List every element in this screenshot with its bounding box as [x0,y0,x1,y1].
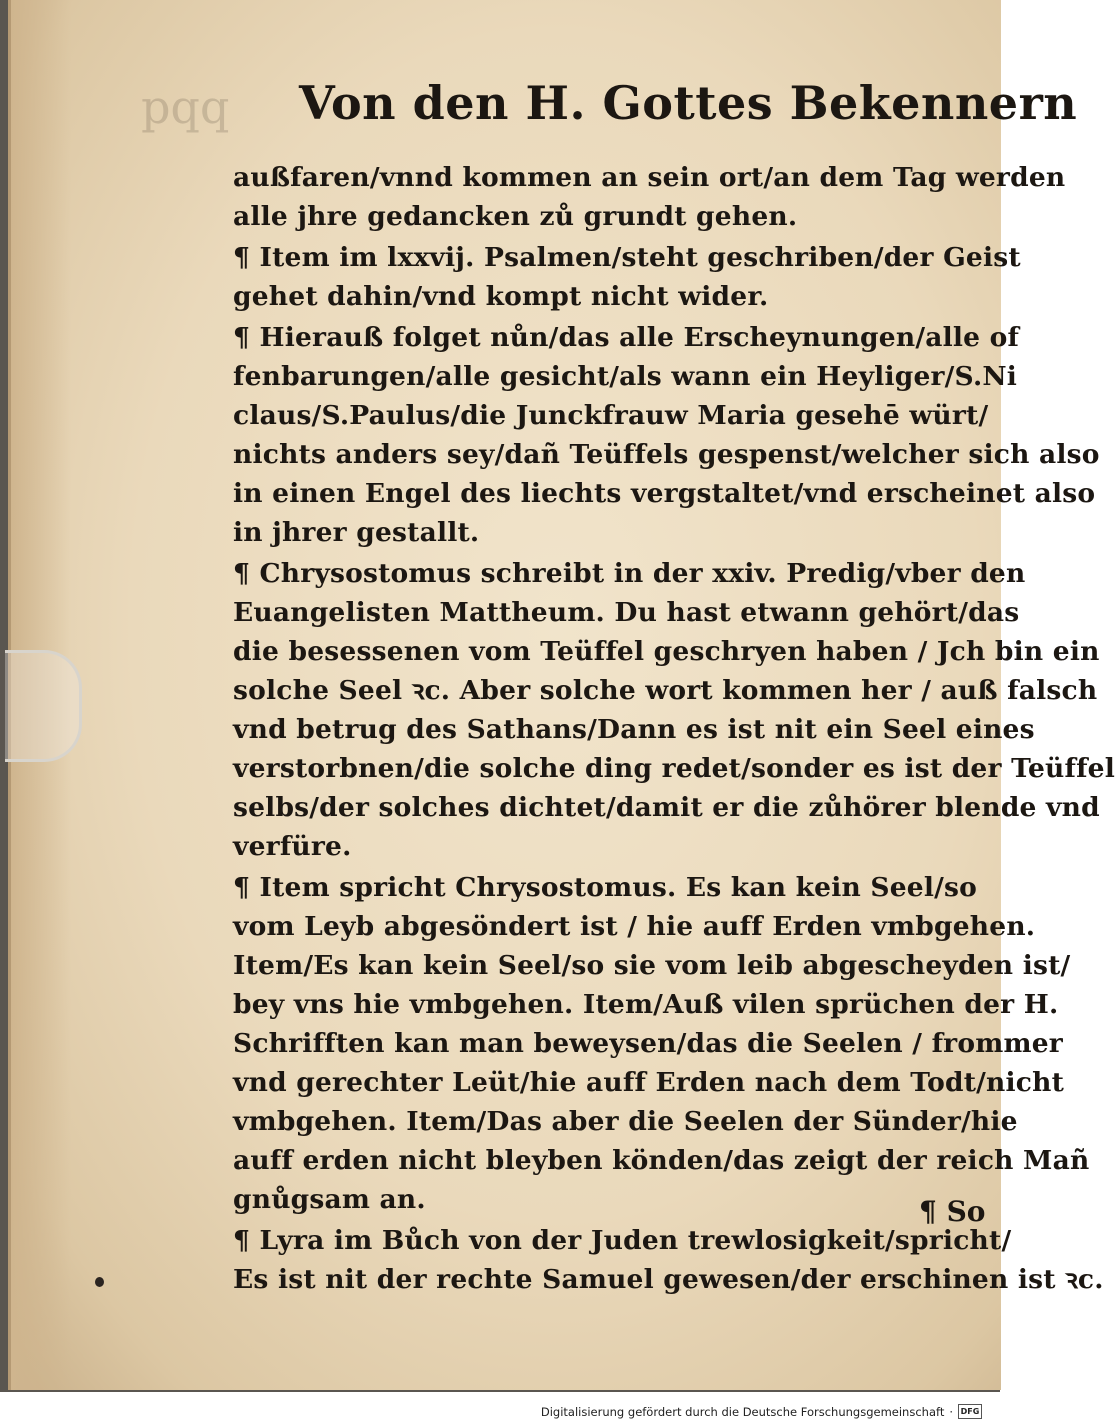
text-line: solche Seel ꝛc. Aber solche wort kommen her / auß falsch [233,675,1098,706]
text-line: Schrifften kan man beweysen/das die Seelen / frommer [233,1028,1063,1059]
text-line: ¶ Chrysostomus schreibt in der xxiv. Predig/vber den [233,558,1026,589]
text-line: gnůgsam an. [233,1184,426,1215]
text-line: ¶ Lyra im Bůch von der Juden trewlosigkeit/spricht/ [233,1225,1012,1256]
text-line: verfüre. [233,831,352,862]
book-page [8,0,1115,1390]
text-line: ¶ Item im lxxvij. Psalmen/steht geschriben/der Geist [233,242,1021,273]
dfg-logo-icon: DFG [958,1404,982,1419]
page-clip [5,650,82,762]
text-line: claus/S.Paulus/die Junckfrauw Maria gesehē würt/ [233,400,989,431]
ink-spot [95,1277,104,1287]
body-text [233,158,1115,1299]
text-line: in einen Engel des liechts vergstaltet/vnd erscheinet also [233,478,1096,509]
credit-text: Digitalisierung gefördert durch die Deutsche Forschungsgemeinschaft [540,1404,945,1419]
catchword: ¶ So [919,1195,986,1228]
text-line: auff erden nicht bleyben könden/das zeigt der reich Mañ [233,1145,1090,1176]
text-line: ¶ Hierauß folget nůn/das alle Erscheynungen/alle of [233,322,1020,353]
text-line: verstorbnen/die solche ding redet/sonder es ist der Teüffel [233,753,1115,784]
text-line: vmbgehen. Item/Das aber die Seelen der Sünder/hie [233,1106,1018,1137]
text-line: vom Leyb abgesöndert ist / hie auff Erden vmbgehen. [233,911,1036,942]
text-line: alle jhre gedancken zů grundt gehen. [233,201,798,232]
text-line: gehet dahin/vnd kompt nicht wider. [233,281,769,312]
text-line: Euangelisten Mattheum. Du hast etwann gehört/das [233,597,1020,628]
separator-dot: · [949,1404,953,1419]
text-line: vnd gerechter Leüt/hie auff Erden nach dem Todt/nicht [233,1067,1065,1098]
text-line: in jhrer gestallt. [233,517,480,548]
text-line: ¶ Item spricht Chrysostomus. Es kan kein Seel/so [233,872,977,903]
bleed-through-mark: ppq [141,80,230,134]
text-line: nichts anders sey/dañ Teüffels gespenst/welcher sich also [233,439,1100,470]
text-line: selbs/der solches dichtet/damit er die zůhörer blende vnd [233,792,1100,823]
text-line: vnd betrug des Sathans/Dann es ist nit ein Seel eines [233,714,1035,745]
text-line: die besessenen vom Teüffel geschryen haben / Jch bin ein [233,636,1100,667]
running-header: Von den H. Gottes Bekennern [299,76,1078,130]
text-line: Item/Es kan kein Seel/so sie vom leib abgescheyden ist/ [233,950,1071,981]
text-line: fenbarungen/alle gesicht/als wann ein Heyliger/S.Ni [233,361,1018,392]
text-line: Es ist nit der rechte Samuel gewesen/der erschinen ist ꝛc. [233,1264,1104,1295]
text-line: außfaren/vnnd kommen an sein ort/an dem Tag werden [233,162,1066,193]
digitization-credit [541,1404,982,1419]
text-line: bey vns hie vmbgehen. Item/Auß vilen sprüchen der H. [233,989,1059,1020]
